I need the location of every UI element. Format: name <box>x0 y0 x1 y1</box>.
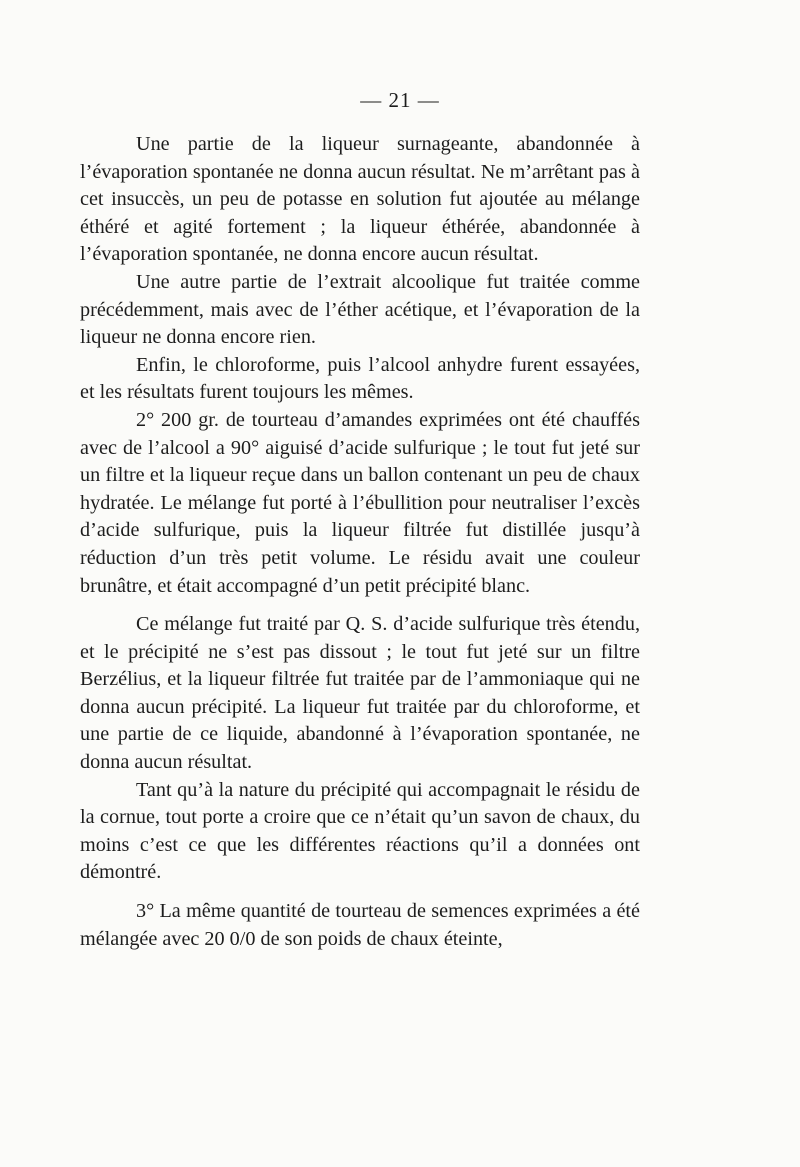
paragraph-5: Ce mélange fut traité par Q. S. d’acide sulfurique très étendu, et le précipité ne s’est pas dissout ; le tout fut jeté sur un filtre Berzélius, et la liqueur filtrée fut traitée par de l’ammoniaque qui ne donna aucun précipité. La liqueur fut traitée par du chloroforme, et une partie de ce liquide, abandonné à l’évaporation spontanée, ne donna aucun résultat. <box>80 613 640 774</box>
page-number: — 21 — <box>360 88 440 112</box>
paragraph-6: Tant qu’à la nature du précipité qui accompagnait le résidu de la cornue, tout porte a croire que ce n’était qu’un savon de chaux, du moins c’est ce que les différentes réactions qu’il a données ont démontré. <box>80 778 640 884</box>
body-text <box>80 131 640 953</box>
paragraph-1: Une partie de la liqueur surnageante, abandonnée à l’évaporation spontanée ne donna aucun résultat. Ne m’arrêtant pas à cet insuccès, un peu de potasse en solution fut ajoutée au mélange éthéré et agité fortement ; la liqueur éthérée, abandonnée à l’évaporation spontanée, ne donna encore aucun résultat. <box>80 133 640 266</box>
paragraph-3: Enfin, le chloroforme, puis l’alcool anhydre furent essayées, et les résultats furent toujours les mêmes. <box>80 353 640 404</box>
paragraph-4: 2° 200 gr. de tourteau d’amandes exprimées ont été chauffés avec de l’alcool a 90° aiguisé d’acide sulfurique ; le tout fut jeté sur un filtre et la liqueur reçue dans un ballon contenant un peu de chaux hydratée. Le mélange fut porté à l’ébullition pour neutraliser l’excès d’acide sulfurique, puis la liqueur filtrée fut distillée jusqu’à réduction d’un très petit volume. Le résidu avait une couleur brunâtre, et était accompagné d’un petit précipité blanc. <box>80 408 640 597</box>
paragraph-2: Une autre partie de l’extrait alcoolique fut traitée comme précédemment, mais avec de l’éther acétique, et l’évaporation de la liqueur ne donna encore rien. <box>80 270 640 349</box>
paragraph-7: 3° La même quantité de tourteau de semences exprimées a été mélangée avec 20 0/0 de son poids de chaux éteinte, <box>80 900 640 950</box>
